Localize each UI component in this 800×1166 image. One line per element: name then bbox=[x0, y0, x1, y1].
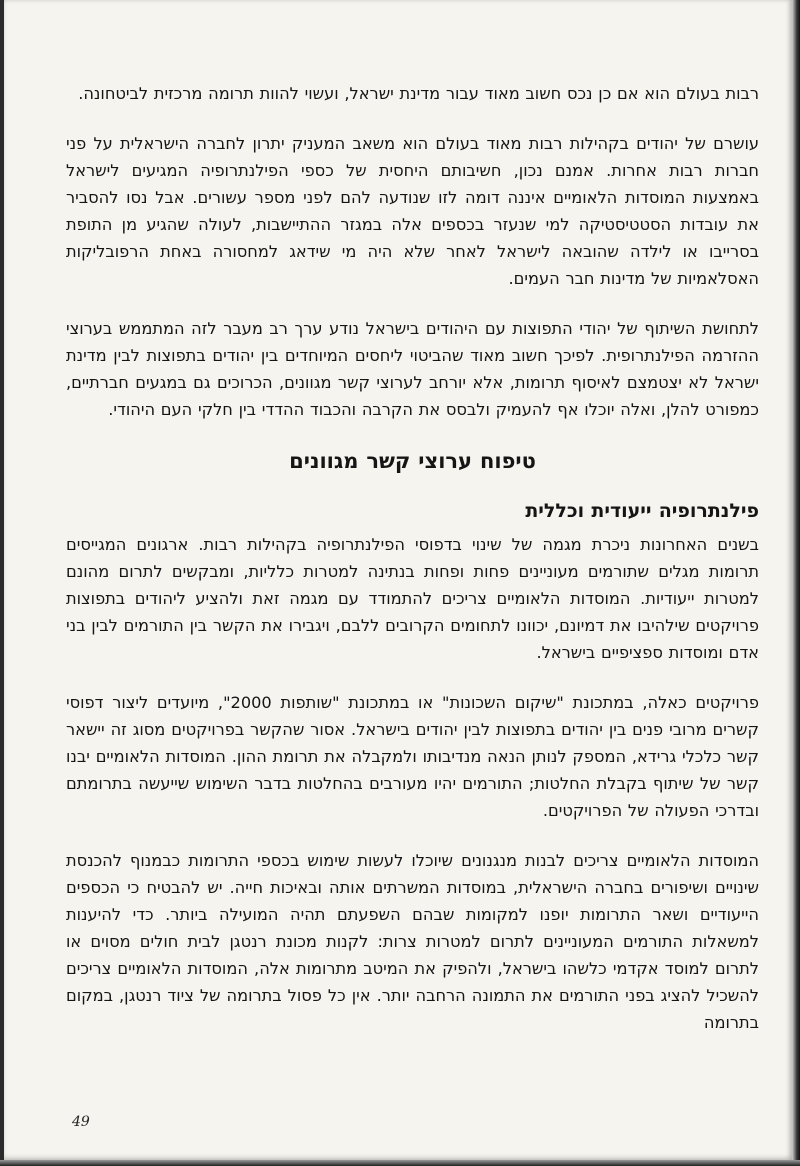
paragraph-projects: פרויקטים כאלה, במתכונת "שיקום השכונות" או במתכונת "שותפות 2000", מיועדים ליצור דפוסי קשרים מרובי פנים בין יהודים בתפוצות לבין יהודים בישראל. אסור שהקשר בפרויקטים מסוג זה יישאר קשר כלכלי גרידא, המספק לנותן הנאה מנדיבותו ולמקבלה את תרומת ההון. המוסדות הלאומיים יבנו קשר של שיתוף בקבלת החלטות; התורמים יהיו מעורבים בהחלטות בדבר השימוש שייעשה בתרומתם ובדרכי הפעולה של הפרויקטים. bbox=[66, 693, 759, 820]
body-text bbox=[66, 80, 759, 1059]
paragraph-jewish-wealth: עושרם של יהודים בקהילות רבות מאוד בעולם הוא משאב המעניק יתרון לחברה הישראלית על פני חברות רבות אחרות. אמנם נכון, חשיבותם היחסית של כספי הפילנתרופיה המגיעים לישראל באמצעות המוסדות הלאומיים איננה דומה לזו שנודעה להם לפני מספר עשורים. אבל נסו להסביר את עובדות הסטטיסטיקה למי שנעזר בכספים אלה במגזר ההתיישבות, לעולה שהגיע מן התופת בסרייבו או לילדה שהובאה לישראל לאחר שלא היה מי שידאג למחסורה באחת הרפובליקות האסלאמיות של מדינות חבר העמים. bbox=[66, 134, 759, 288]
paragraph-mechanisms: המוסדות הלאומיים צריכים לבנות מנגנונים שיוכלו לעשות שימוש בכספי התרומות כבמנוף להכנסת שינויים ושיפורים בחברה הישראלית, במוסדות המשרתים אותה ובאיכות חייה. יש להבטיח כי הכספים הייעודיים ושאר התרומות יופנו למקומות שבהם השפעתם תהיה המועילה ביותר. כדי להיענות למשאלות התורמים המעוניינים לתרום למטרות צרות: לקנות מכונת רנטגן לבית חולים מסוים או לתרום למוסד אקדמי כלשהו בישראל, ולהפיק את המיטב מתרומות אלה, המוסדות הלאומיים צריכים להשכיל להציג בפני התורמים את התמונה הרחבה יותר. אין כל פסול בתרומה של ציוד רנטגן, במקום בתרומה bbox=[66, 851, 759, 1032]
document-page bbox=[4, 0, 792, 1160]
paragraph-partnership-feeling: לתחושת השיתוף של יהודי התפוצות עם היהודים בישראל נודע ערך רב מעבר לזה המתממש בערוצי ההזרמה הפילנתרופית. לפיכך חשוב מאוד שהביטוי ליחסים המיוחדים בין יהודים בתפוצות לבין מדינת ישראל לא יצטמצם לאיסוף תרומות, אלא יורחב לערוצי קשר מגוונים, הכרוכים גם במגעים חברתיים, כמפורט להלן, ואלה יוכלו אף להעמיק ולבסס את הקרבה והכבוד ההדדי בין חלקי העם היהודי. bbox=[66, 319, 759, 419]
scan-bottom-edge bbox=[0, 1160, 800, 1166]
section-heading: טיפוח ערוצי קשר מגוונים bbox=[289, 449, 536, 473]
scan-right-edge bbox=[792, 0, 800, 1166]
page-number: 49 bbox=[72, 1114, 90, 1130]
paragraph-philanthropy-trends: בשנים האחרונות ניכרת מגמה של שינוי בדפוסי הפילנתרופיה בקהילות רבות. ארגונים המגייסים תרומות מגלים שתורמים מעוניינים פחות ופחות בנתינה למטרות כלליות, ומבקשים לתרום מהונם למטרות ייעודיות. המוסדות הלאומיים צריכים להתמודד עם מגמה זאת ולהציע ליהודים בתפוצות פרויקטים שילהיבו את דמיונם, יכוונו לתחומים הקרובים ללבם, ויגבירו את הקשר בין התורמים לבין בני אדם ומוסדות ספציפיים בישראל. bbox=[66, 535, 759, 662]
paragraph-continued: רבות בעולם הוא אם כן נכס חשוב מאוד עבור מדינת ישראל, ועשוי להוות תרומה מרכזית לביטחונה. bbox=[78, 84, 759, 103]
subsection-heading: פילנתרופיה ייעודית וכללית bbox=[525, 500, 759, 522]
